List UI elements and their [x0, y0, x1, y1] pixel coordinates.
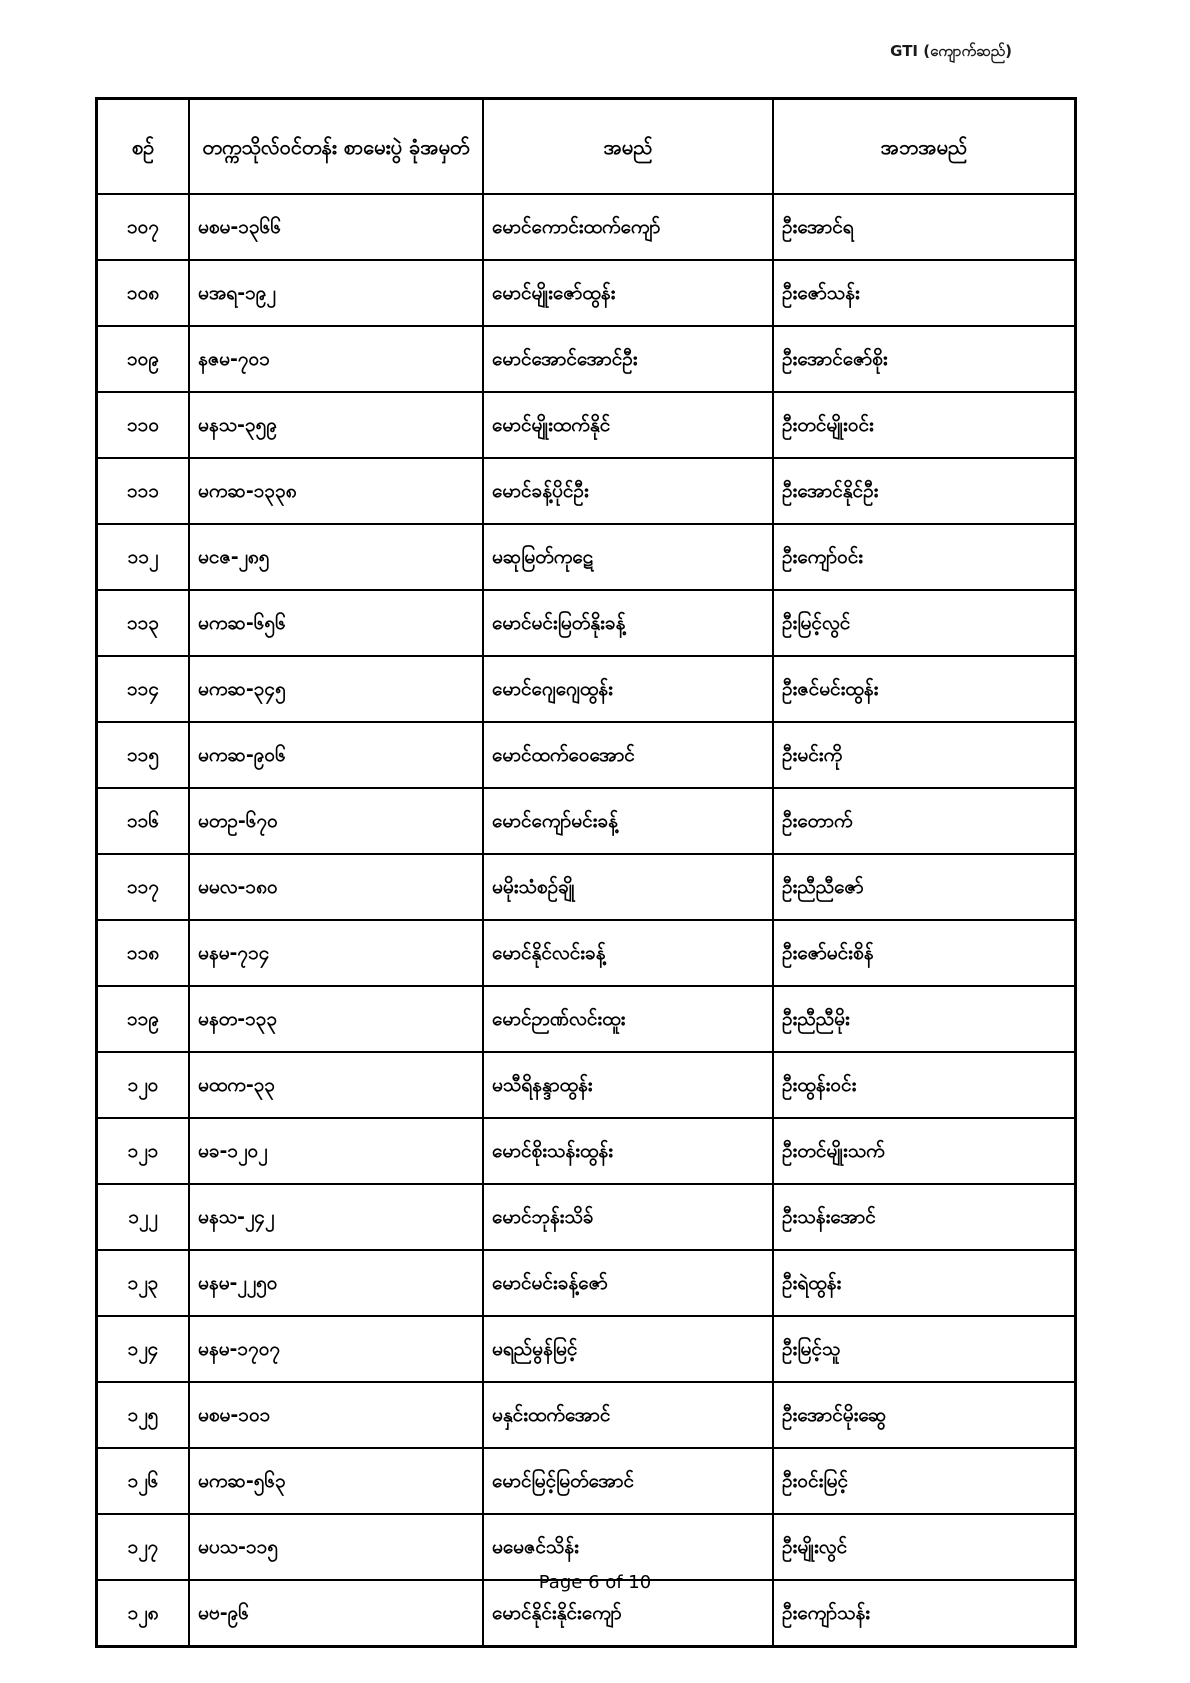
cell-father-name: ဦးကျော်ဝင်း: [773, 524, 1076, 590]
cell-name: မမေဇင်သိန်း: [483, 1514, 773, 1580]
table-row: [97, 722, 1076, 788]
cell-father-name: ဦးမြင့်လွင်: [773, 590, 1076, 656]
table-header-row: [97, 99, 1076, 195]
table-row: [97, 458, 1076, 524]
cell-serial-no: ၁၂၅: [97, 1382, 190, 1448]
table-row: [97, 1250, 1076, 1316]
table-row: [97, 1382, 1076, 1448]
table-row: [97, 920, 1076, 986]
cell-exam-roll-number: မစမ-၁၃၆၆: [189, 194, 483, 260]
student-roster-table: [95, 97, 1077, 1648]
table-row: [97, 1448, 1076, 1514]
table-row: [97, 788, 1076, 854]
cell-name: မောင်အောင်အောင်ဦး: [483, 326, 773, 392]
cell-name: မောင်ဂျေဂျေထွန်း: [483, 656, 773, 722]
cell-serial-no: ၁၀၉: [97, 326, 190, 392]
table-row: [97, 326, 1076, 392]
cell-father-name: ဦးဇင်မင်းထွန်း: [773, 656, 1076, 722]
cell-serial-no: ၁၂၀: [97, 1052, 190, 1118]
cell-name: မောင်နိုင်လင်းခန့်: [483, 920, 773, 986]
cell-serial-no: ၁၂၂: [97, 1184, 190, 1250]
cell-father-name: ဦးတင်မျိုးသက်: [773, 1118, 1076, 1184]
cell-exam-roll-number: မငဇ-၂၈၅: [189, 524, 483, 590]
cell-serial-no: ၁၂၈: [97, 1580, 190, 1647]
cell-serial-no: ၁၁၆: [97, 788, 190, 854]
cell-exam-roll-number: မနမ-၁၇၀၇: [189, 1316, 483, 1382]
cell-serial-no: ၁၁၁: [97, 458, 190, 524]
cell-serial-no: ၁၀၇: [97, 194, 190, 260]
cell-name: မောင်ဉာဏ်လင်းထူး: [483, 986, 773, 1052]
cell-serial-no: ၁၁၇: [97, 854, 190, 920]
header-father-name: အဘအမည်: [773, 99, 1076, 195]
cell-father-name: ဦးဇော်သန်း: [773, 260, 1076, 326]
cell-exam-roll-number: မခ-၁၂၀၂: [189, 1118, 483, 1184]
cell-name: မောင်ဘုန်းသိခ်: [483, 1184, 773, 1250]
cell-name: မောင်မျိုးဇော်ထွန်း: [483, 260, 773, 326]
cell-name: မဆုမြတ်ကုဋေ: [483, 524, 773, 590]
cell-father-name: ဦးထွန်းဝင်း: [773, 1052, 1076, 1118]
cell-father-name: ဦးအောင်နိုင်ဦး: [773, 458, 1076, 524]
cell-father-name: ဦးမင်းကို: [773, 722, 1076, 788]
table-row: [97, 1118, 1076, 1184]
table-row: [97, 656, 1076, 722]
cell-name: မောင်မြင့်မြတ်အောင်: [483, 1448, 773, 1514]
table-body: [97, 194, 1076, 1647]
cell-father-name: ဦးညီညီဇော်: [773, 854, 1076, 920]
header-serial-no: စဉ်: [97, 99, 190, 195]
cell-exam-roll-number: မထက-၃၃: [189, 1052, 483, 1118]
cell-serial-no: ၁၁၃: [97, 590, 190, 656]
table-row: [97, 590, 1076, 656]
table-row: [97, 1184, 1076, 1250]
cell-father-name: ဦးမျိုးလွင်: [773, 1514, 1076, 1580]
cell-father-name: ဦးဇော်မင်းစိန်: [773, 920, 1076, 986]
cell-exam-roll-number: မမလ-၁၈၀: [189, 854, 483, 920]
table-header: [97, 99, 1076, 195]
cell-father-name: ဦးရဲထွန်း: [773, 1250, 1076, 1316]
cell-serial-no: ၁၁၅: [97, 722, 190, 788]
cell-exam-roll-number: မကဆ-၅၆၃: [189, 1448, 483, 1514]
cell-exam-roll-number: မနသ-၂၄၂: [189, 1184, 483, 1250]
cell-father-name: ဦးအောင်မိုးဆွေ: [773, 1382, 1076, 1448]
cell-exam-roll-number: မတဥ-၆၇၀: [189, 788, 483, 854]
cell-father-name: ဦးကျော်သန်း: [773, 1580, 1076, 1647]
table-row: [97, 392, 1076, 458]
page-number-footer: Page 6 of 10: [538, 1572, 652, 1593]
cell-name: မောင်ခန့်ပိုင်ဦး: [483, 458, 773, 524]
cell-serial-no: ၁၂၁: [97, 1118, 190, 1184]
cell-exam-roll-number: မကဆ-၉၀၆: [189, 722, 483, 788]
cell-exam-roll-number: မကဆ-၆၅၆: [189, 590, 483, 656]
cell-exam-roll-number: မအရ-၁၉၂: [189, 260, 483, 326]
header-exam-roll-number: တက္ကသိုလ်ဝင်တန်း စာမေးပွဲ ခုံအမှတ်: [189, 99, 483, 195]
cell-serial-no: ၁၂၄: [97, 1316, 190, 1382]
cell-name: မောင်မင်းမြတ်နိုးခန့်: [483, 590, 773, 656]
table-row: [97, 854, 1076, 920]
cell-serial-no: ၁၁၄: [97, 656, 190, 722]
cell-serial-no: ၁၂၃: [97, 1250, 190, 1316]
cell-exam-roll-number: မနတ-၁၃၃: [189, 986, 483, 1052]
cell-serial-no: ၁၂၆: [97, 1448, 190, 1514]
cell-exam-roll-number: မနမ-၂၂၅၀: [189, 1250, 483, 1316]
cell-exam-roll-number: မပသ-၁၁၅: [189, 1514, 483, 1580]
cell-name: မသီရိနန္ဒာထွန်း: [483, 1052, 773, 1118]
table-row: [97, 260, 1076, 326]
cell-name: မောင်မင်းခန့်ဇော်: [483, 1250, 773, 1316]
cell-exam-roll-number: မဗ-၉၆: [189, 1580, 483, 1647]
cell-father-name: ဦးတင်မျိုးဝင်း: [773, 392, 1076, 458]
cell-name: မောင်ကောင်းထက်ကျော်: [483, 194, 773, 260]
cell-name: မမိုးသံစဉ်ချို: [483, 854, 773, 920]
table-row: [97, 986, 1076, 1052]
cell-father-name: ဦးအောင်ဇော်စိုး: [773, 326, 1076, 392]
cell-exam-roll-number: မနသ-၃၅၉: [189, 392, 483, 458]
cell-father-name: ဦးဝင်းမြင့်: [773, 1448, 1076, 1514]
table-row: [97, 194, 1076, 260]
cell-name: မောင်စိုးသန်းထွန်း: [483, 1118, 773, 1184]
cell-name: မောင်မျိုးထက်နိုင်: [483, 392, 773, 458]
cell-serial-no: ၁၁၈: [97, 920, 190, 986]
cell-father-name: ဦးညီညီမိုး: [773, 986, 1076, 1052]
table-row: [97, 524, 1076, 590]
cell-exam-roll-number: မနမ-၇၁၄: [189, 920, 483, 986]
cell-serial-no: ၁၁၉: [97, 986, 190, 1052]
cell-exam-roll-number: မကဆ-၃၄၅: [189, 656, 483, 722]
table-row: [97, 1316, 1076, 1382]
cell-father-name: ဦးတောက်: [773, 788, 1076, 854]
cell-serial-no: ၁၁၀: [97, 392, 190, 458]
cell-serial-no: ၁၁၂: [97, 524, 190, 590]
cell-exam-roll-number: နဇမ-၇၀၁: [189, 326, 483, 392]
cell-name: မောင်ထက်ဝေအောင်: [483, 722, 773, 788]
header-name: အမည်: [483, 99, 773, 195]
cell-father-name: ဦးသန်းအောင်: [773, 1184, 1076, 1250]
cell-exam-roll-number: မကဆ-၁၃၃၈: [189, 458, 483, 524]
cell-father-name: ဦးအောင်ရ: [773, 194, 1076, 260]
cell-name: မောင်နိုင်းနိုင်းကျော်: [483, 1580, 773, 1647]
cell-name: မနှင်းထက်အောင်: [483, 1382, 773, 1448]
table-row: [97, 1052, 1076, 1118]
cell-name: မရည်မွန်မြင့်: [483, 1316, 773, 1382]
table-row: [97, 1514, 1076, 1580]
cell-exam-roll-number: မစမ-၁၀၁: [189, 1382, 483, 1448]
doc-header-label: GTI (ကျောက်ဆည်): [890, 42, 1012, 60]
cell-father-name: ဦးမြင့်သူ: [773, 1316, 1076, 1382]
cell-serial-no: ၁၂၇: [97, 1514, 190, 1580]
cell-serial-no: ၁၀၈: [97, 260, 190, 326]
cell-name: မောင်ကျော်မင်းခန့်: [483, 788, 773, 854]
